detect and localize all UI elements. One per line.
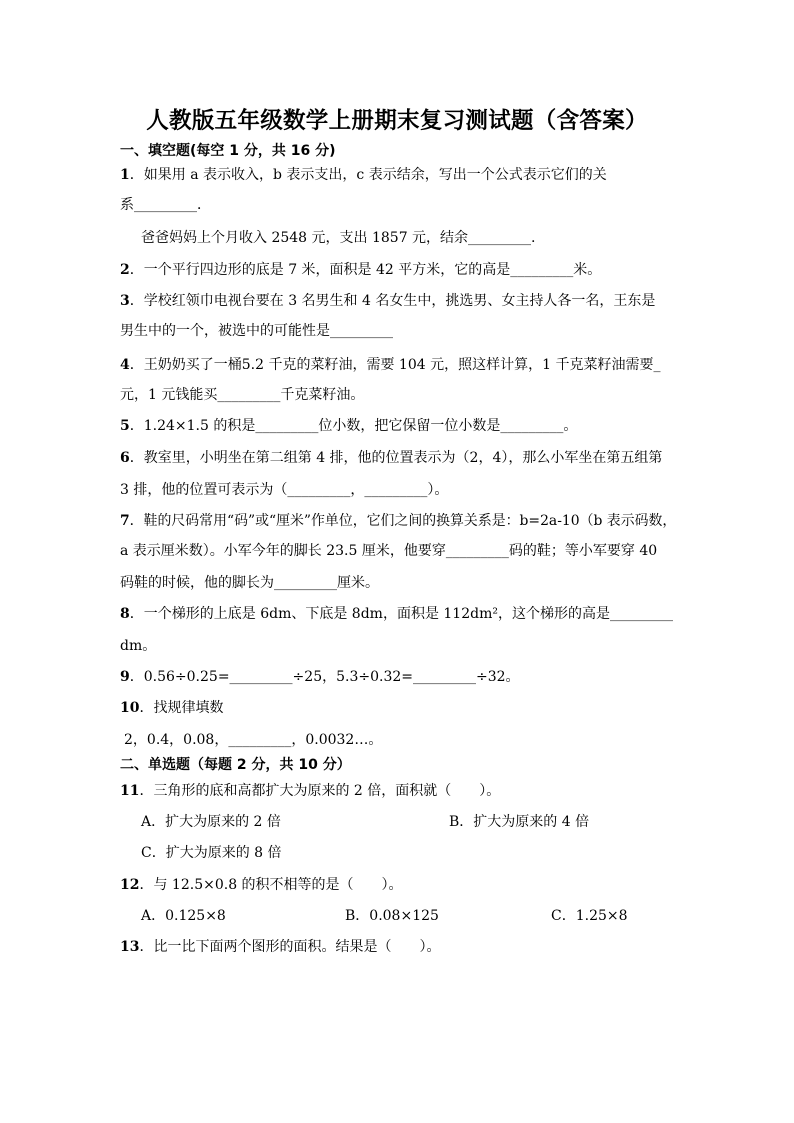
question-number: 11 [120,783,140,799]
option-c: C．1.25×8 [551,908,628,924]
question-number: 6 [120,450,130,466]
question-1-line-1 [120,164,607,184]
question-3-line-2: 男生中的一个，被选中的可能性是_________ [120,323,393,339]
question-13-line-1 [120,936,440,956]
question-12-line-1 [120,874,403,894]
option-a: A．0.125×8 [141,908,226,924]
question-text: ．三角形的底和高都扩大为原来的 2 倍，面积就（ ）。 [139,783,501,799]
question-text: ．1.24×1.5 的积是_________位小数，把它保留一位小数是_________。 [129,418,578,434]
option-a: A．扩大为原来的 2 倍 [141,814,281,830]
question-text: ．0.56÷0.25=_________÷25，5.3÷0.32=_________÷32。 [129,669,520,685]
question-1-line-3: 爸爸妈妈上个月收入 2548 元，支出 1857 元，结余_________. [141,230,536,246]
question-text: ．鞋的尺码常用“码”或“厘米”作单位，它们之间的换算关系是：b=2a-10（b 表示码数， [129,513,677,529]
question-4-line-1 [120,354,660,374]
section-heading-fill-blank: 一、填空题(每空 1 分，共 16 分) [120,143,336,159]
question-5-line-1 [120,415,577,435]
question-number: 13 [120,939,140,955]
question-number: 7 [120,513,130,529]
question-7-line-1 [120,510,676,530]
question-number: 1 [120,167,130,183]
question-7-line-3: 码鞋的时候，他的脚长为_________厘米。 [120,575,379,591]
question-text: ．学校红领巾电视台要在 3 名男生和 4 名女生中，挑选男、女主持人各一名，王东是 [129,293,656,309]
question-number: 9 [120,669,130,685]
question-10-line-2: 2，0.4，0.08，_________，0.0032…。 [124,732,383,748]
question-number: 5 [120,418,130,434]
question-2-line-1 [120,259,601,279]
option-c: C．扩大为原来的 8 倍 [141,845,282,861]
page-title: 人教版五年级数学上册期末复习测试题（含答案） [146,108,648,134]
question-number: 10 [120,700,140,716]
question-text: ．如果用 a 表示收入，b 表示支出，c 表示结余，写出一个公式表示它们的关 [129,167,607,183]
section-heading-single-choice: 二、单选题（每题 2 分，共 10 分） [120,757,351,773]
question-text: ．找规律填数 [139,700,224,716]
question-7-line-2: a 表示厘米数）。小军今年的脚长 23.5 厘米，他要穿_________码的鞋；等小军要穿 40 [120,543,658,559]
question-6-line-2: 3 排，他的位置可表示为（_________，_________）。 [120,482,449,498]
question-8-line-1 [120,603,673,623]
question-text: ．一个梯形的上底是 6dm、下底是 8dm，面积是 112dm²，这个梯形的高是_________ [129,606,673,622]
question-8-line-2: dm。 [120,638,157,654]
question-number: 2 [120,262,130,278]
question-text: ．与 12.5×0.8 的积不相等的是（ ）。 [139,877,403,893]
question-number: 8 [120,606,130,622]
question-number: 12 [120,877,140,893]
question-4-line-2: 元，1 元钱能买_________千克菜籽油。 [120,387,365,403]
question-number: 4 [120,357,130,373]
question-1-line-2: 系_________． [120,197,211,213]
question-3-line-1 [120,290,655,310]
question-11-line-1 [120,780,500,800]
question-6-line-1 [120,447,662,467]
option-b: B．扩大为原来的 4 倍 [449,814,590,830]
option-b: B．0.08×125 [345,908,439,924]
question-text: ．王奶奶买了一桶5.2 千克的菜籽油，需要 104 元，照这样计算，1 千克菜籽油需要_ [129,357,661,373]
question-number: 3 [120,293,130,309]
question-text: ．教室里，小明坐在第二组第 4 排，他的位置表示为（2，4），那么小军坐在第五组第 [129,450,663,466]
question-9-line-1 [120,666,520,686]
question-text: ．比一比下面两个图形的面积。结果是（ ）。 [139,939,441,955]
question-text: ．一个平行四边形的底是 7 米，面积是 42 平方米，它的高是_________米。 [129,262,602,278]
question-10-line-1 [120,697,223,717]
